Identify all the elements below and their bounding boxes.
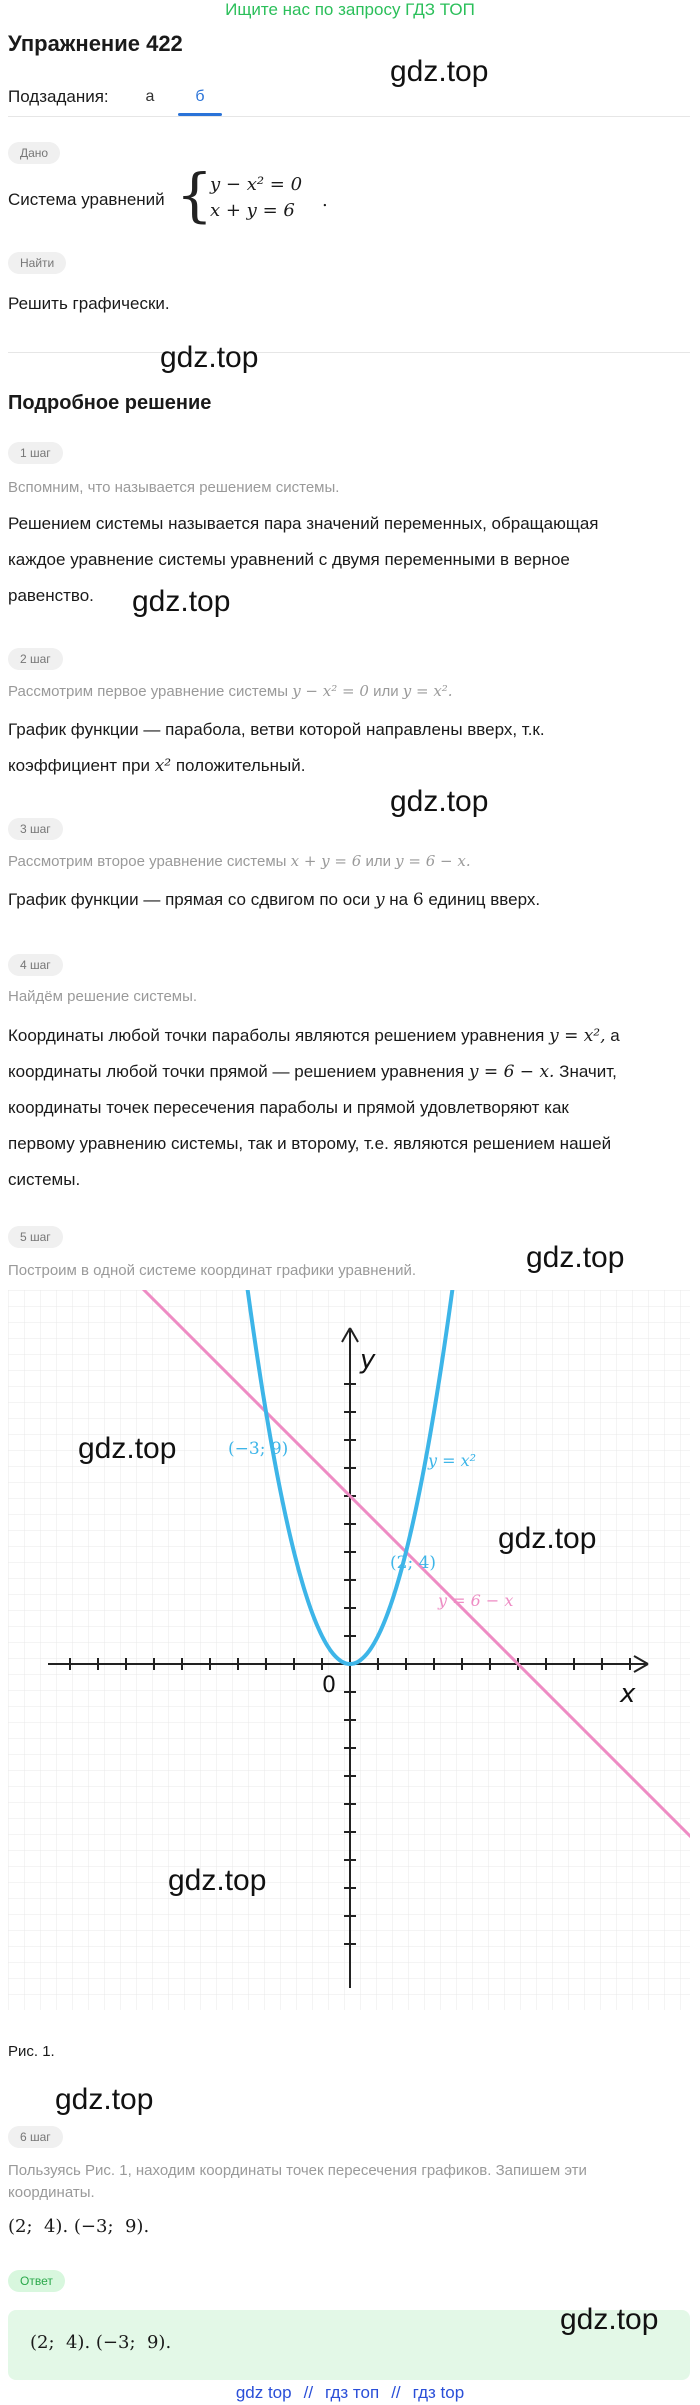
step4-line1 — [8, 1018, 620, 1054]
parabola-label: y = x² — [428, 1451, 477, 1470]
subtasks-label: Подзадания: — [8, 87, 109, 106]
step5-pill: 5 шаг — [8, 1226, 63, 1248]
step3-line-6: 6 — [412, 890, 424, 910]
y-axis-label: y — [360, 1345, 376, 1375]
footer-sep-1: // — [303, 2383, 314, 2402]
system-label: Система уравнений — [8, 190, 165, 209]
step4-hint: Найдём решение системы. — [8, 988, 198, 1005]
answer-text: (2; 4). (−3; 9). — [30, 2332, 172, 2353]
step1-line3: равенство. — [8, 586, 94, 605]
step4-line2-text: координаты любой точки прямой — решением уравнения — [8, 1062, 465, 1081]
given-pill: Дано — [8, 142, 60, 164]
step2-hint-text: Рассмотрим первое уравнение системы — [8, 683, 289, 700]
footer-sep-2: // — [391, 2383, 401, 2402]
watermark: gdz.top — [526, 1241, 625, 1274]
step2-line2-math: x² — [154, 756, 172, 776]
footer-link-3[interactable]: гдз top — [412, 2383, 465, 2402]
footer-link-1[interactable]: gdz top — [235, 2383, 292, 2402]
step6-pill: 6 шаг — [8, 2126, 63, 2148]
step4-pill: 4 шаг — [8, 954, 63, 976]
watermark: gdz.top — [390, 55, 489, 88]
step2-line2-tail: положительный. — [175, 756, 306, 775]
step6-result: (2; 4). (−3; 9). — [8, 2216, 150, 2237]
step6-hint1: Пользуясь Рис. 1, находим координаты точек пересечения графиков. Запишем эти — [8, 2162, 587, 2179]
step3-line-text: График функции — прямая со сдвигом по оси — [8, 890, 371, 909]
step1-line1: Решением системы называется пара значений переменных, обращающая — [8, 514, 599, 533]
solution-title: Подробное решение — [8, 392, 212, 414]
step3-line-on: на — [389, 890, 409, 909]
step4-line1-text: Координаты любой точки параболы являются решением уравнения — [8, 1026, 545, 1045]
step1-line2: каждое уравнение системы уравнений с двумя переменными в верное — [8, 550, 570, 569]
step3-line — [8, 882, 540, 918]
subtask-tab-b[interactable]: б — [195, 88, 205, 105]
step3-hint-or: или — [365, 853, 391, 870]
system-dot: . — [322, 190, 328, 211]
step3-line-tail: единиц вверх. — [428, 890, 541, 909]
active-tab-indicator — [178, 113, 222, 116]
watermark: gdz.top — [390, 785, 489, 818]
step4-line3: координаты точек пересечения параболы и прямой удовлетворяют как — [8, 1098, 569, 1117]
watermark: gdz.top — [498, 1522, 597, 1555]
step3-hint — [8, 850, 471, 873]
step2-pill: 2 шаг — [8, 648, 63, 670]
step3-hint-eq2: y = 6 − x. — [395, 852, 471, 870]
section-divider — [8, 352, 690, 353]
step4-line4: первому уравнению системы, так и второму, т.е. являются решением нашей — [8, 1134, 612, 1153]
step4-line2 — [8, 1054, 617, 1090]
system-eq2: x + y = 6 — [210, 200, 295, 221]
step2-line2-text: коэффициент при — [8, 756, 150, 775]
answer-pill: Ответ — [8, 2270, 65, 2292]
system-brace: { — [176, 161, 213, 229]
step2-hint — [8, 680, 453, 703]
find-pill: Найти — [8, 252, 66, 274]
step1-hint: Вспомним, что называется решением системы. — [8, 479, 340, 496]
watermark: gdz.top — [78, 1432, 177, 1465]
step2-line2 — [8, 748, 305, 784]
step4-line1-math: y = x², — [549, 1026, 606, 1046]
step4-line1-tail: а — [610, 1026, 620, 1045]
watermark: gdz.top — [168, 1864, 267, 1897]
origin-label: 0 — [322, 1673, 336, 1698]
watermark: gdz.top — [560, 2303, 659, 2336]
graph-figure — [8, 1290, 690, 2010]
line-label: y = 6 − x — [438, 1591, 514, 1610]
watermark: gdz.top — [160, 341, 259, 374]
footer-link-2[interactable]: гдз топ — [325, 2383, 380, 2402]
footer-links — [0, 2382, 700, 2404]
figure-caption: Рис. 1. — [8, 2043, 55, 2060]
x-axis-label: x — [620, 1679, 636, 1709]
intersection-label-2: (2; 4) — [390, 1553, 437, 1573]
step3-pill: 3 шаг — [8, 818, 63, 840]
step2-hint-eq1: y − x² = 0 — [292, 682, 369, 700]
tabs-divider — [8, 116, 690, 117]
step4-line5: системы. — [8, 1170, 81, 1189]
step6-hint2: координаты. — [8, 2184, 95, 2201]
step3-line-y: y — [374, 890, 385, 910]
step2-hint-or: или — [373, 683, 399, 700]
page-title: Упражнение 422 — [8, 31, 183, 56]
step3-hint-eq1: x + y = 6 — [290, 852, 362, 870]
system-eq1: y − x² = 0 — [210, 174, 303, 195]
watermark: gdz.top — [55, 2083, 154, 2116]
watermark: gdz.top — [132, 585, 231, 618]
step2-line1: График функции — парабола, ветви которой направлены вверх, т.к. — [8, 720, 545, 739]
intersection-label-1: (−3; 9) — [228, 1439, 289, 1459]
find-text: Решить графически. — [8, 294, 170, 313]
step4-line2-tail: Значит, — [559, 1062, 617, 1081]
step3-hint-text: Рассмотрим второе уравнение системы — [8, 853, 287, 870]
step4-line2-math: y = 6 − x. — [468, 1062, 555, 1082]
top-search-link[interactable]: Ищите нас по запросу ГДЗ ТОП — [225, 0, 475, 19]
subtask-tab-a[interactable]: а — [145, 88, 155, 105]
step5-hint: Построим в одной системе координат графики уравнений. — [8, 1262, 417, 1279]
step2-hint-eq2: y = x². — [402, 682, 453, 700]
step1-pill: 1 шаг — [8, 442, 63, 464]
